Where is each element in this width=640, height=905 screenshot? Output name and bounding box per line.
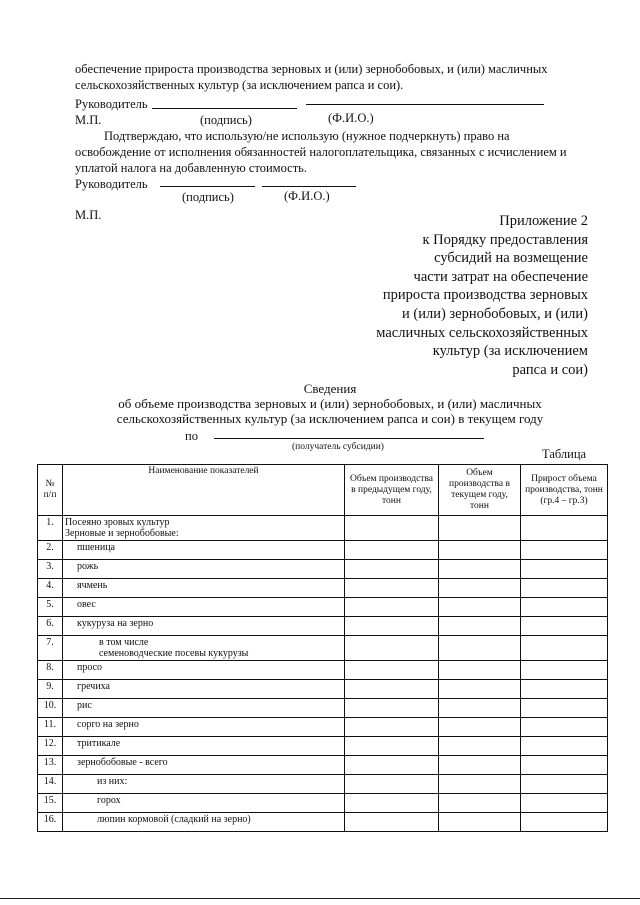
appendix-line: к Порядку предоставления xyxy=(422,231,588,248)
row-cell[interactable] xyxy=(521,598,608,617)
row-num: 14. xyxy=(38,775,63,794)
table-row xyxy=(38,598,608,617)
row-name: тритикале xyxy=(63,737,345,756)
appendix-line: масличных сельскохозяйственных xyxy=(376,324,588,341)
row-cell[interactable] xyxy=(521,718,608,737)
fio-caption-2: (Ф.И.О.) xyxy=(284,189,330,203)
row-name: из них: xyxy=(63,775,345,794)
row-cell[interactable] xyxy=(439,699,521,718)
row-cell[interactable] xyxy=(439,813,521,832)
row-name-line: в том числе xyxy=(99,637,149,648)
row-name: рожь xyxy=(63,560,345,579)
row-cell[interactable] xyxy=(439,680,521,699)
header-name: Наименование показателей xyxy=(63,465,345,516)
appendix-line: части затрат на обеспечение xyxy=(413,268,588,285)
row-cell[interactable] xyxy=(439,598,521,617)
row-num: 10. xyxy=(38,699,63,718)
row-cell[interactable] xyxy=(521,560,608,579)
row-cell[interactable] xyxy=(521,516,608,541)
row-cell[interactable] xyxy=(345,661,439,680)
row-name: гречиха xyxy=(63,680,345,699)
row-name-line: Зерновые и зернобобовые: xyxy=(65,528,179,539)
header-prev-year: Объем производства в предыдущем году, тонн xyxy=(345,465,439,516)
header-current-year: Объем производства в текущем году, тонн xyxy=(439,465,521,516)
row-cell[interactable] xyxy=(345,617,439,636)
row-name xyxy=(63,636,345,661)
row-cell[interactable] xyxy=(345,579,439,598)
row-cell[interactable] xyxy=(345,680,439,699)
row-cell[interactable] xyxy=(521,541,608,560)
row-cell[interactable] xyxy=(521,794,608,813)
row-name xyxy=(63,516,345,541)
svedenia-line-2: сельскохозяйственных культур (за исключением рапса и сои) в текущем году xyxy=(116,411,544,426)
svedenia-title: Сведения xyxy=(303,381,357,396)
row-num: 1. xyxy=(38,516,63,541)
table-caption: Таблица xyxy=(542,447,587,461)
row-cell[interactable] xyxy=(439,516,521,541)
row-num: 12. xyxy=(38,737,63,756)
row-cell[interactable] xyxy=(521,661,608,680)
row-name: кукуруза на зерно xyxy=(63,617,345,636)
row-name: пшеница xyxy=(63,541,345,560)
row-cell[interactable] xyxy=(345,598,439,617)
appendix-line: субсидий на возмещение xyxy=(434,250,588,267)
row-cell[interactable] xyxy=(439,756,521,775)
row-cell[interactable] xyxy=(439,718,521,737)
table-row xyxy=(38,661,608,680)
appendix-line: Приложение 2 xyxy=(499,213,588,229)
po-label: по xyxy=(185,429,198,443)
row-cell[interactable] xyxy=(345,775,439,794)
row-name: люпин кормовой (сладкий на зерно) xyxy=(63,813,345,832)
row-num: 8. xyxy=(38,661,63,680)
fio-line-2 xyxy=(262,186,356,187)
row-name: овес xyxy=(63,598,345,617)
row-name: просо xyxy=(63,661,345,680)
row-cell[interactable] xyxy=(521,680,608,699)
recipient-line xyxy=(214,438,484,439)
row-cell[interactable] xyxy=(345,541,439,560)
row-name: рис xyxy=(63,699,345,718)
row-cell[interactable] xyxy=(521,813,608,832)
confirm-line-2: освобождение от исполнения обязанностей налогоплательщика, связанных с исчислением и xyxy=(75,145,567,159)
appendix-block xyxy=(308,212,588,379)
signature-line-2 xyxy=(160,186,255,187)
signature-line-1 xyxy=(152,108,297,109)
row-num: 16. xyxy=(38,813,63,832)
table-row xyxy=(38,699,608,718)
mp-label-2: М.П. xyxy=(75,208,102,222)
table-row xyxy=(38,560,608,579)
row-cell[interactable] xyxy=(439,617,521,636)
row-cell[interactable] xyxy=(345,699,439,718)
row-num: 13. xyxy=(38,756,63,775)
row-cell[interactable] xyxy=(439,560,521,579)
table-row xyxy=(38,813,608,832)
confirm-line-3: уплатой налога на добавленную стоимость. xyxy=(75,161,307,175)
fio-caption-1: (Ф.И.О.) xyxy=(328,111,374,125)
recipient-caption: (получатель субсидии) xyxy=(292,442,384,452)
intro-line-1: обеспечение прироста производства зерновых и (или) зернобобовых, и (или) масличных xyxy=(75,62,548,76)
row-cell[interactable] xyxy=(345,636,439,661)
table-row xyxy=(38,579,608,598)
svedenia-line-1: об объеме производства зерновых и (или) зернобобовых, и (или) масличных xyxy=(118,396,542,411)
row-num: 9. xyxy=(38,680,63,699)
row-cell[interactable] xyxy=(521,775,608,794)
table-row xyxy=(38,718,608,737)
row-cell[interactable] xyxy=(521,737,608,756)
row-num: 3. xyxy=(38,560,63,579)
row-num: 7. xyxy=(38,636,63,661)
fio-line-1 xyxy=(306,104,544,105)
signature-caption-2: (подпись) xyxy=(182,190,234,204)
row-name-line: Посеяно зровых культур xyxy=(65,517,170,528)
row-cell[interactable] xyxy=(439,579,521,598)
mp-label-1: М.П. xyxy=(75,113,102,127)
row-cell[interactable] xyxy=(439,775,521,794)
row-cell[interactable] xyxy=(439,794,521,813)
row-cell[interactable] xyxy=(521,579,608,598)
row-cell[interactable] xyxy=(439,636,521,661)
header-growth: Прирост объема производства, тонн (гр.4 – гр.3) xyxy=(521,465,608,516)
row-num: 2. xyxy=(38,541,63,560)
row-num: 6. xyxy=(38,617,63,636)
table-row xyxy=(38,680,608,699)
appendix-line: прироста производства зерновых xyxy=(382,287,588,304)
signature-caption-1: (подпись) xyxy=(200,113,252,127)
row-name: горох xyxy=(63,794,345,813)
table-row xyxy=(38,516,608,541)
appendix-line: рапса и сои) xyxy=(512,361,588,378)
page-bottom-border xyxy=(0,898,640,899)
table-row xyxy=(38,775,608,794)
manager-label-1: Руководитель xyxy=(75,97,148,111)
row-cell[interactable] xyxy=(345,737,439,756)
table-row xyxy=(38,636,608,661)
row-name: зернобобовые - всего xyxy=(63,756,345,775)
row-cell[interactable] xyxy=(345,718,439,737)
appendix-line: и (или) зернобобовых, и (или) xyxy=(402,305,588,322)
table-row xyxy=(38,737,608,756)
row-cell[interactable] xyxy=(521,699,608,718)
row-cell[interactable] xyxy=(345,794,439,813)
row-num: 4. xyxy=(38,579,63,598)
table-row xyxy=(38,541,608,560)
row-num: 5. xyxy=(38,598,63,617)
row-cell[interactable] xyxy=(521,617,608,636)
intro-line-2: сельскохозяйственных культур (за исключением рапса и сои). xyxy=(75,78,404,92)
confirm-line-1: Подтверждаю, что использую/не использую (нужное подчеркнуть) право на xyxy=(104,129,510,143)
row-cell[interactable] xyxy=(345,756,439,775)
row-name-line: семеноводческие посевы кукурузы xyxy=(99,648,249,659)
row-name: сорго на зерно xyxy=(63,718,345,737)
row-cell[interactable] xyxy=(345,516,439,541)
manager-label-2: Руководитель xyxy=(75,177,148,191)
table-row xyxy=(38,794,608,813)
table-row xyxy=(38,756,608,775)
row-cell[interactable] xyxy=(345,560,439,579)
row-num: 15. xyxy=(38,794,63,813)
row-cell[interactable] xyxy=(521,756,608,775)
row-num: 11. xyxy=(38,718,63,737)
row-cell[interactable] xyxy=(439,737,521,756)
table-row xyxy=(38,617,608,636)
appendix-line: культур (за исключением xyxy=(432,343,588,360)
row-name: ячмень xyxy=(63,579,345,598)
production-table xyxy=(37,464,608,832)
header-num: № п/п xyxy=(38,465,63,516)
row-cell[interactable] xyxy=(439,541,521,560)
row-cell[interactable] xyxy=(439,661,521,680)
row-cell[interactable] xyxy=(345,813,439,832)
row-cell[interactable] xyxy=(521,636,608,661)
